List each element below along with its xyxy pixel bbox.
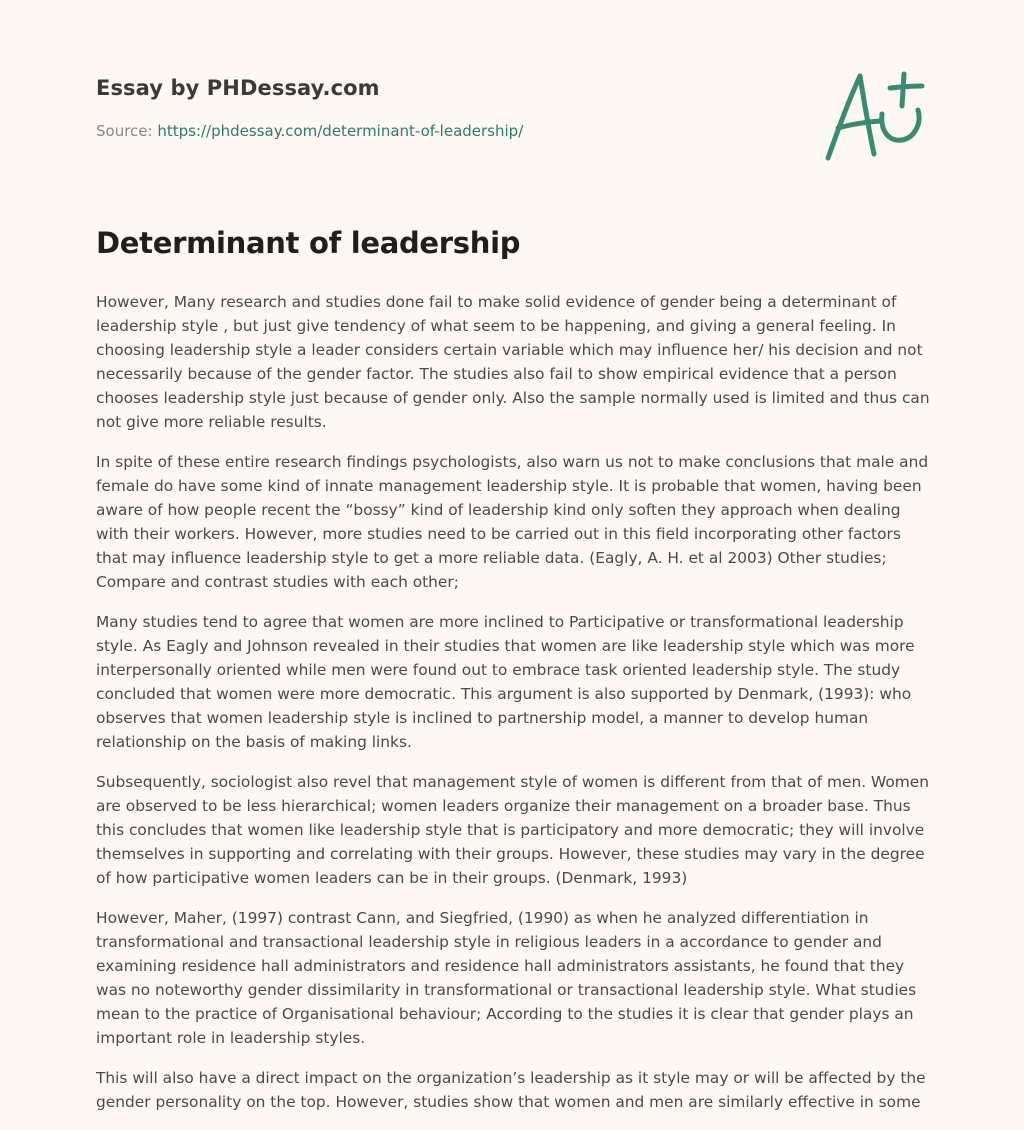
article-paragraph: Many studies tend to agree that women are more inclined to Participative or transformational leadership style. As Eagly and Johnson revealed in their studies that women are like leadership style which was more interpersonally oriented while men were found out to embrace task oriented leadership style. The study concluded that women were more democratic. This argument is also supported by Denmark, (1993): who observes that women leadership style is inclined to partnership model, a manner to develop human relationship on the basis of making links. — [96, 613, 915, 751]
article-paragraph: However, Maher, (1997) contrast Cann, and Siegfried, (1990) as when he analyzed differentiation in transformational and transactional leadership style in religious leaders in a accordance to gender and examining residence hall administrators and residence hall administrators assistants, he found that they was no noteworthy gender dissimilarity in transformational or transactional leadership style. What studies mean to the practice of Organisational behaviour; According to the studies it is clear that gender plays an important role in leadership styles. — [96, 909, 917, 1047]
article-paragraph: However, Many research and studies done fail to make solid evidence of gender being a determinant of leadership style , but just give tendency of what seem to be happening, and giving a general feeling. In choosing leadership style a leader considers certain variable which may influence her/ his decision and not necessarily because of the gender factor. The studies also fail to show empirical evidence that a person chooses leadership style just because of gender only. Also the sample normally used is limited and thus can not give more reliable results. — [96, 293, 930, 431]
article-title: Determinant of leadership — [96, 226, 521, 260]
article-paragraph: Subsequently, sociologist also revel that management style of women is different from that of men. Women are observed to be less hierarchical; women leaders organize their management on a broader base. Thus this concludes that women like leadership style that is participatory and more democratic; they will involve themselves in supporting and correlating with their groups. However, these studies may vary in the degree of how participative women leaders can be in their groups. (Denmark, 1993) — [96, 773, 929, 887]
source-line — [96, 122, 796, 140]
source-link[interactable]: https://phdessay.com/determinant-of-leadership/ — [157, 122, 524, 140]
source-label: Source: — [96, 122, 158, 140]
a-plus-grade-icon — [818, 66, 928, 166]
essay-header — [96, 76, 796, 140]
site-title: Essay by PHDessay.com — [96, 76, 380, 100]
article — [96, 226, 932, 1130]
article-paragraph: This will also have a direct impact on the organization’s leadership as it style may or will be affected by the gender personality on the top. However, studies show that women and men are similarly effective in some — [96, 1069, 926, 1111]
article-paragraph: In spite of these entire research findings psychologists, also warn us not to make conclusions that male and female do have some kind of innate management leadership style. It is probable that women, having been aware of how people recent the “bossy” kind of leadership kind only soften they approach when dealing with their workers. However, more studies need to be carried out in this field incorporating other factors that may influence leadership style to get a more reliable data. (Eagly, A. H. et al 2003) Other studies; Compare and contrast studies with each other; — [96, 453, 929, 591]
